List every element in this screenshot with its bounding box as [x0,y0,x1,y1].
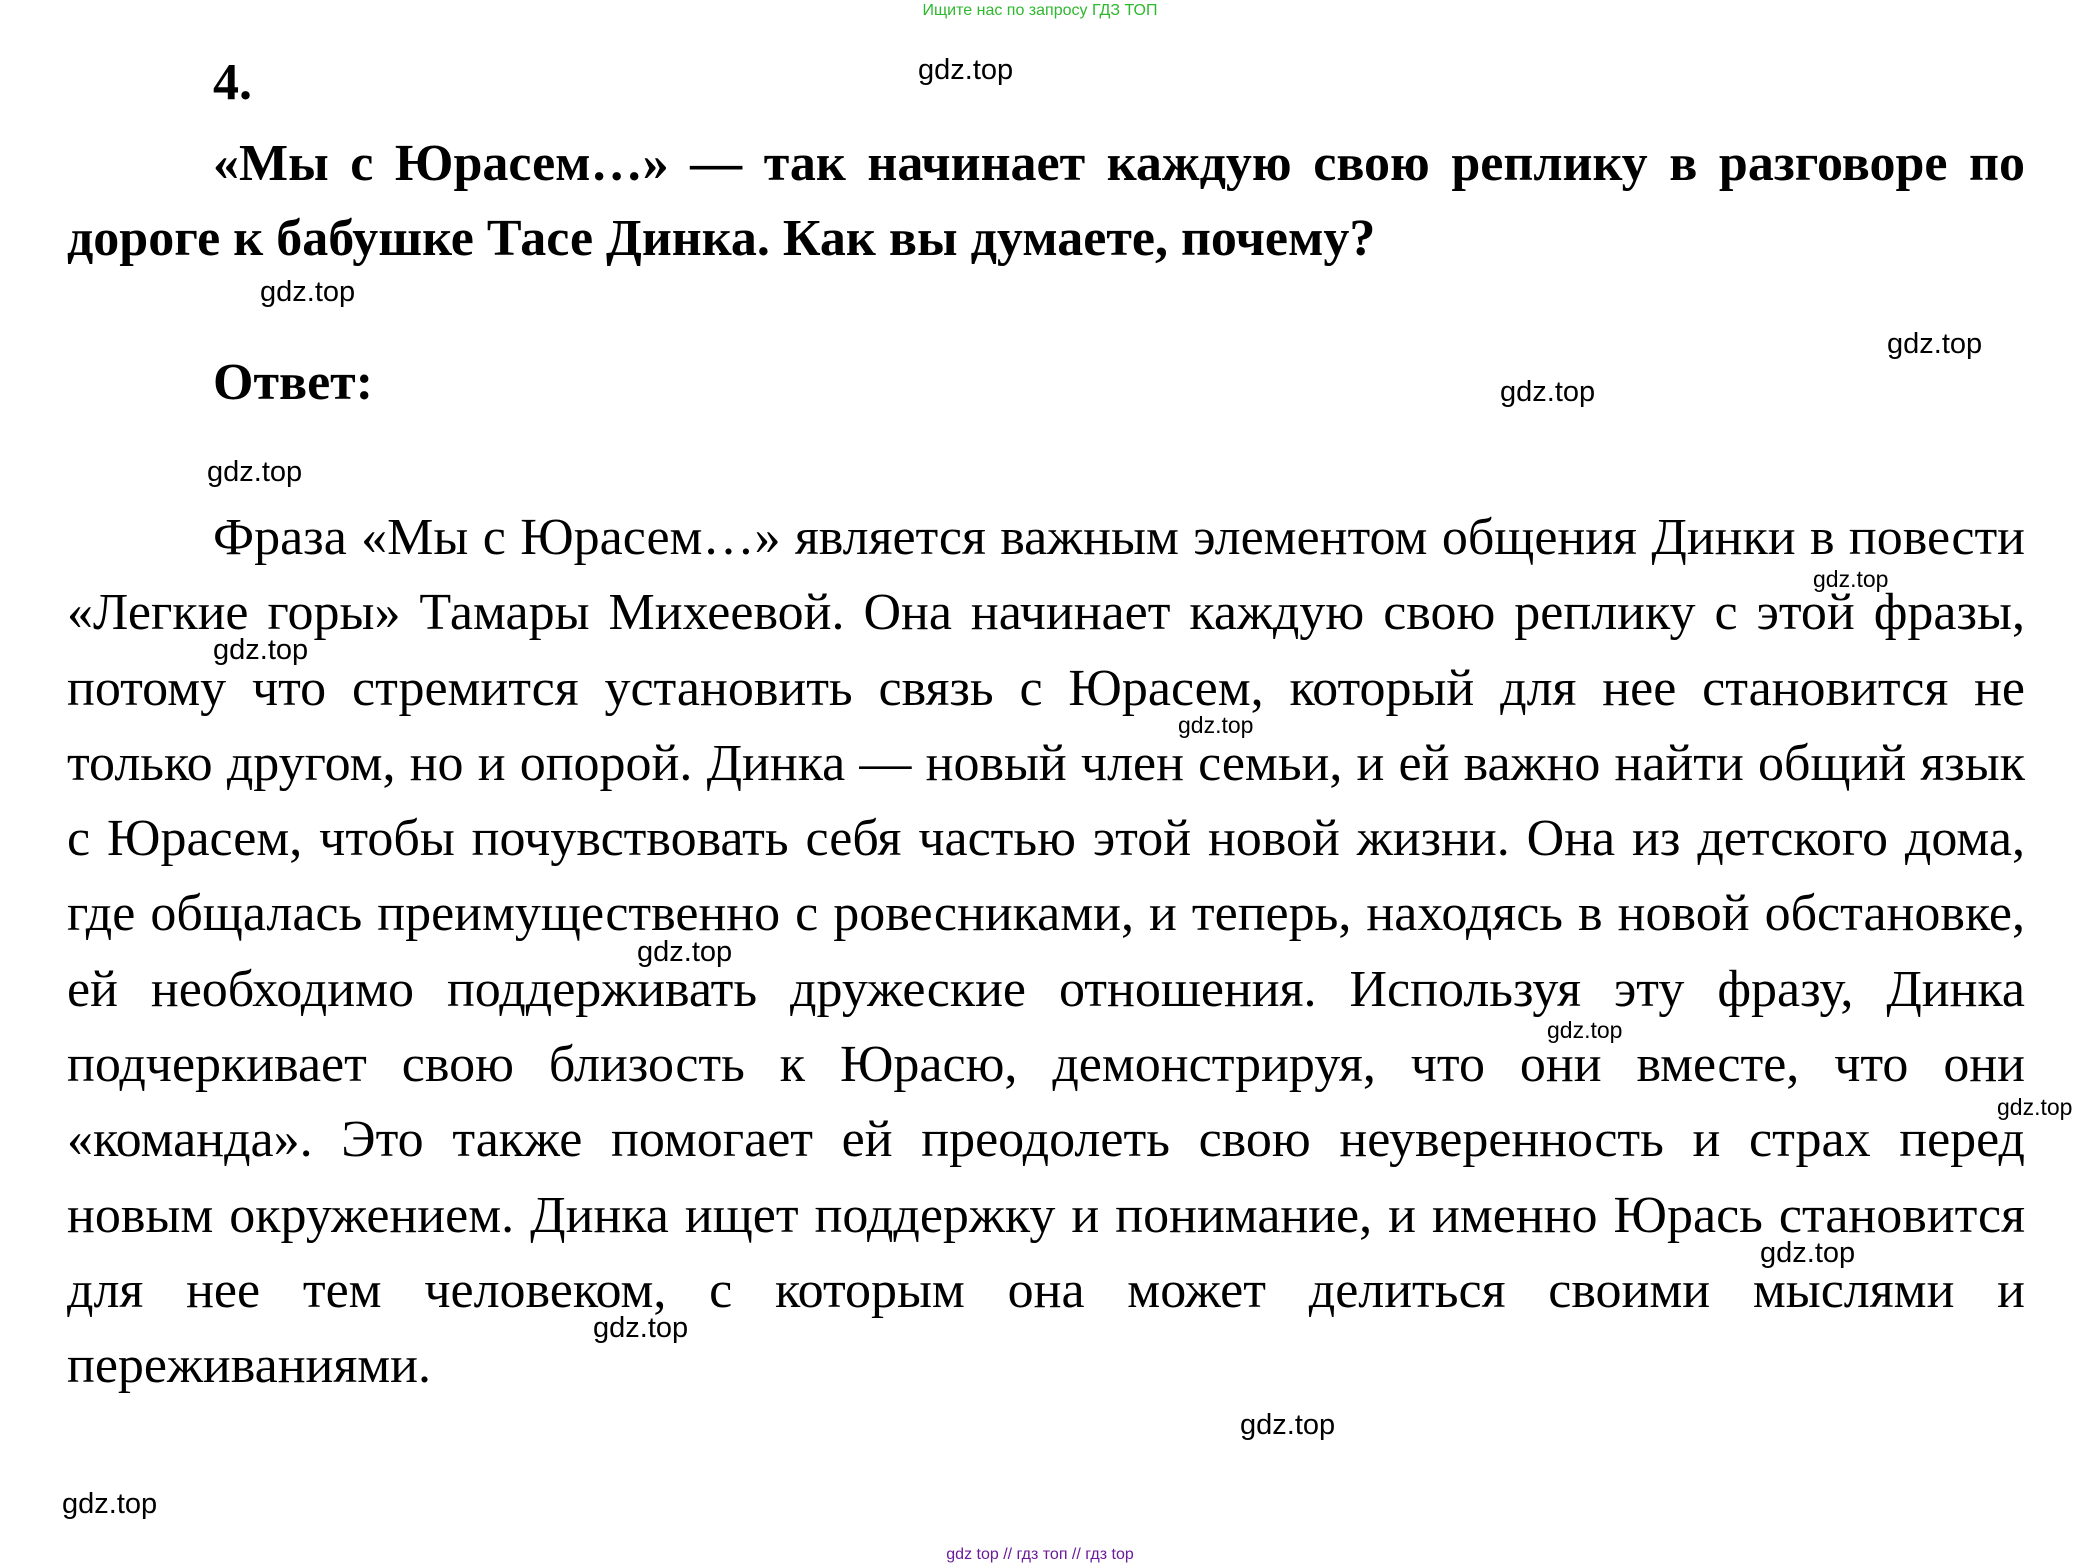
watermark: gdz.top [213,634,309,666]
watermark: gdz.top [1240,1409,1336,1441]
watermark: gdz.top [1547,1017,1623,1043]
watermark: gdz.top [1500,376,1596,408]
question-text: «Мы с Юрасем…» — так начинает каждую свою реплику в разговоре по дороге к бабушке Тасе Динка. Как вы думаете, почему? [67,135,2025,267]
watermark: gdz.top [593,1312,689,1344]
top-search-banner: Ищите нас по запросу ГДЗ ТОП [922,2,1158,19]
watermark: gdz.top [1887,328,1983,360]
watermark: gdz.top [637,936,733,968]
answer-text: Фраза «Мы с Юрасем…» является важным элементом общения Динки в повести «Легкие горы» Тамары Михеевой. Она начинает каждую свою реплику с этой фразы, потому что стремится установить связь с Юрасем, который для нее становится не только другом, но и опорой. Динка — новый член семьи, и ей важно найти общий язык с Юрасем, чтобы почувствовать себя частью этой новой жизни. Она из детского дома, где общалась преимущественно с ровесниками, и теперь, находясь в новой обстановке, ей необходимо поддерживать дружеские отношения. Используя эту фразу, Динка подчеркивает свою близость к Юрасю, демонстрируя, что они вместе, что они «команда». Это также помогает ей преодолеть свою неуверенность и страх перед новым окружением. Динка ищет поддержку и понимание, и именно Юрась становится для нее тем человеком, с которым она может делиться своими мыслями и переживаниями. [67,509,2025,1395]
watermark: gdz.top [1178,712,1254,738]
answer-label: Ответ: [213,354,374,411]
footer-links: gdz top // гдз топ // гдз top [946,1546,1134,1563]
watermark: gdz.top [918,54,1014,86]
watermark: gdz.top [260,276,356,308]
watermark: gdz.top [207,456,303,488]
task-number: 4. [213,54,252,111]
watermark: gdz.top [1760,1237,1856,1269]
watermark: gdz.top [1813,566,1889,592]
watermark: gdz.top [62,1488,158,1520]
watermark: gdz.top [1997,1094,2073,1120]
